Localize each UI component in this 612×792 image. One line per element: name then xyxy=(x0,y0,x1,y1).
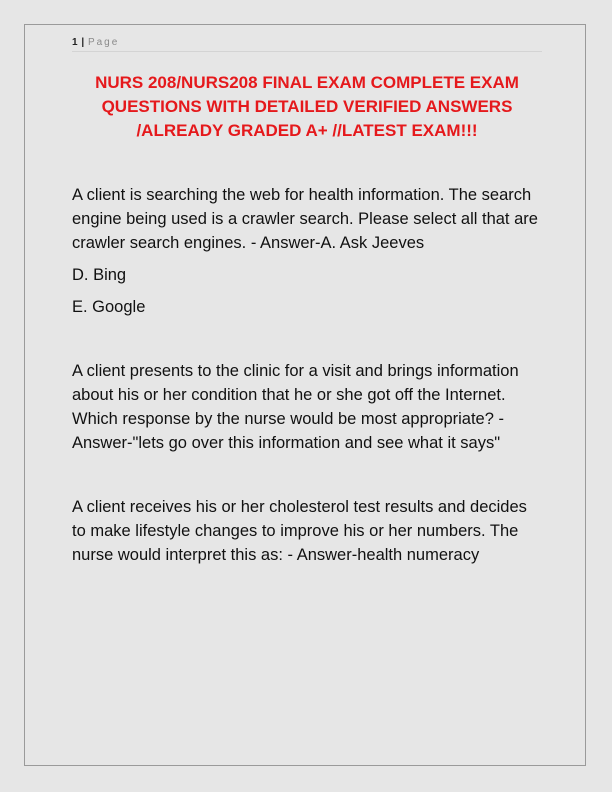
question-2-text: A client presents to the clinic for a visit and brings information about his or her condition that he or she got off the Internet. Which response by the nurse would be most appropriate? - xyxy=(72,362,519,428)
question-3 xyxy=(72,495,544,567)
page-number: 1 xyxy=(72,37,78,48)
question-1 xyxy=(72,183,544,255)
question-3-text: A client receives his or her cholesterol test results and decides to make lifestyle changes to improve his or her numbers. The nurse would interpret this as: - xyxy=(72,498,527,564)
document-body xyxy=(72,183,544,567)
question-2 xyxy=(72,359,544,455)
question-1-option-d: D. Bing xyxy=(72,266,127,284)
document-title: NURS 208/NURS208 FINAL EXAM COMPLETE EXAM QUESTIONS WITH DETAILED VERIFIED ANSWERS /ALREADY GRADED A+ //LATEST EXAM!!! xyxy=(95,73,519,140)
question-1-answer: Answer-A. Ask Jeeves xyxy=(260,234,425,252)
question-3-answer: Answer-health numeracy xyxy=(296,546,480,564)
spacer xyxy=(72,319,544,359)
page-header xyxy=(72,37,542,52)
page-label: Page xyxy=(87,37,120,48)
question-1-option-e: E. Google xyxy=(72,298,146,316)
question-1-text: A client is searching the web for health information. The search engine being used is a crawler search. Please select all that are crawler search engines. - xyxy=(72,186,538,252)
spacer xyxy=(72,455,544,495)
page-separator: | xyxy=(81,37,85,48)
question-2-answer: Answer-"lets go over this information and see what it says" xyxy=(72,434,501,452)
